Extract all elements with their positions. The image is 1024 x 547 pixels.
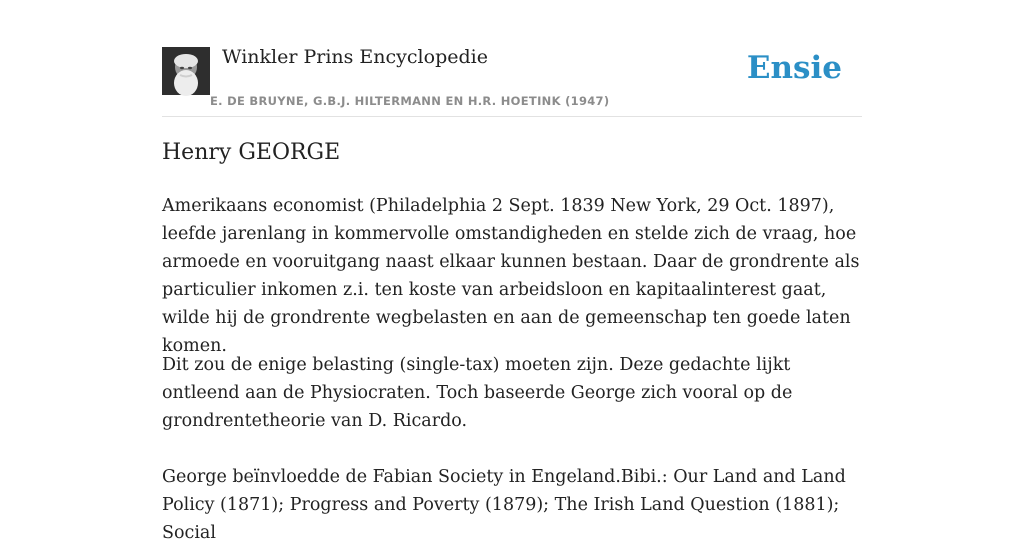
- authors-line: E. DE BRUYNE, G.B.J. HILTERMANN EN H.R. HOETINK (1947): [210, 94, 610, 108]
- article-paragraph: George beïnvloedde de Fabian Society in Engeland.Bibi.: Our Land and Land Policy (1871); Progress and Poverty (1879); The Irish Land Question (1881); Social: [162, 467, 846, 543]
- content-container: [162, 0, 862, 543]
- portrait-icon: [162, 47, 210, 95]
- article-paragraph: Amerikaans economist (Philadelphia 2 Sept. 1839 New York, 29 Oct. 1897), leefde jarenlang in kommervolle omstandigheden en stelde zich de vraag, hoe armoede en vooruitgang naast elkaar kunnen bestaan. Daar de grondrente als particulier inkomen z.i. ten koste van arbeidsloon en kapitaalinterest gaat, wilde hij de grondrente wegbelasten en aan de gemeenschap ten goede laten komen.: [162, 196, 860, 356]
- article-title: Henry GEORGE: [162, 140, 341, 165]
- author-avatar: [162, 47, 210, 95]
- article-paragraph: Dit zou de enige belasting (single-tax) moeten zijn. Deze gedachte lijkt ontleend aan de Physiocraten. Toch baseerde George zich vooral op de grondrentetheorie van D. Ricardo.: [162, 355, 793, 431]
- site-header: [162, 0, 862, 117]
- site-title[interactable]: Winkler Prins Encyclopedie: [222, 46, 488, 68]
- brand-logo[interactable]: Ensie: [746, 50, 842, 86]
